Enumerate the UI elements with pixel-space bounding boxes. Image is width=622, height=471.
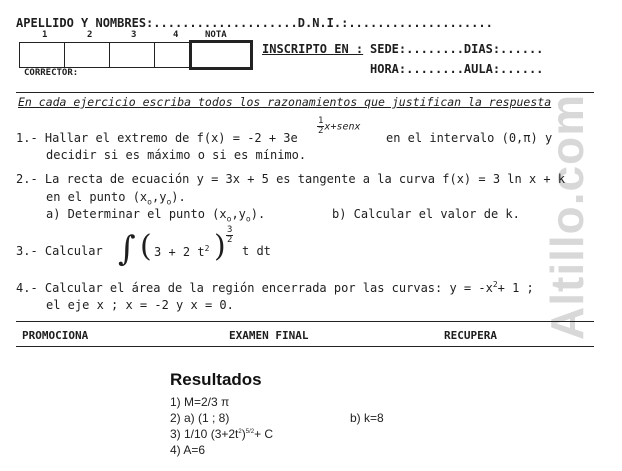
footer-examen: EXAMEN FINAL bbox=[229, 329, 309, 342]
footer-recupera: RECUPERA bbox=[444, 329, 497, 342]
sede-line: SEDE:........DIAS:...... bbox=[370, 42, 544, 56]
hora-line: HORA:........AULA:...... bbox=[370, 62, 544, 76]
result-1: 1) M=2/3 π bbox=[170, 395, 230, 409]
exercise-2a: a) Determinar el punto $(x_o,y_o)$. bbox=[46, 207, 266, 224]
grade-label-3: 3 bbox=[131, 30, 137, 40]
results-title: Resultados bbox=[170, 370, 262, 389]
integral-sign: ∫ bbox=[118, 229, 136, 269]
divider-top bbox=[16, 92, 594, 93]
grade-label-2: 2 bbox=[87, 30, 93, 40]
exercise-4: 4.- Calcular el área de la región encerrada por las curvas: $y = -x^2+ 1$ ; bbox=[16, 280, 534, 295]
exercise-2-point: en el punto $(x_o,y_o)$. bbox=[46, 190, 186, 207]
exercise-3: 3.- Calcular bbox=[16, 244, 103, 258]
exercise-1-interval: en el intervalo (0,π) y bbox=[386, 131, 553, 145]
divider-footer-top bbox=[16, 321, 594, 322]
exercise-1: 1.- Hallar el extremo de f(x) = -2 + 3e bbox=[16, 131, 298, 145]
inscripto-label: INSCRIPTO EN : bbox=[262, 42, 364, 56]
exercise-2: 2.- La recta de ecuación y = 3x + 5 es tangente a la curva f(x) = 3 ln x + k bbox=[16, 172, 566, 186]
footer-promociona: PROMOCIONA bbox=[22, 329, 89, 342]
exercise-3-exponent: $\frac{3}{2}$ bbox=[227, 225, 233, 245]
exercise-2b: b) Calcular el valor de k. bbox=[332, 207, 520, 221]
exercise-4-line2: el eje x ; x = -2 y x = 0. bbox=[46, 298, 234, 312]
result-4: 4) A=6 bbox=[170, 443, 206, 457]
grade-box-1 bbox=[19, 42, 65, 68]
exercise-3-dt: t dt bbox=[242, 244, 271, 258]
exercise-1-exponent: $\frac{1}{2}$ x+senx bbox=[318, 116, 361, 136]
grade-label-1: 1 bbox=[42, 30, 48, 40]
instructions: En cada ejercicio escriba todos los razonamientos que justifican la respuesta bbox=[18, 95, 552, 109]
grade-box-2 bbox=[64, 42, 110, 68]
bracket-right: ) bbox=[214, 229, 226, 264]
grade-box-nota bbox=[189, 40, 253, 70]
corrector-label: CORRECTOR: bbox=[24, 68, 79, 78]
result-2b: b) k=8 bbox=[350, 411, 384, 425]
result-2a: 2) a) (1 ; 8) bbox=[170, 411, 230, 425]
divider-footer-bottom bbox=[16, 346, 594, 347]
exercise-1-line2: decidir si es máximo o si es mínimo. bbox=[46, 148, 307, 162]
bracket-left: ( bbox=[140, 229, 152, 264]
result-3: 3) 1/10 $(3+2t^2)^{5/2}+ C$ bbox=[170, 427, 274, 441]
watermark: Altillo.com bbox=[541, 93, 593, 340]
grade-box-3 bbox=[109, 42, 155, 68]
grade-label-4: 4 bbox=[173, 30, 179, 40]
grade-box-4 bbox=[154, 42, 190, 68]
exercise-3-integrand: 3 + 2 $t^2$ bbox=[154, 244, 210, 259]
grade-label-nota: NOTA bbox=[205, 30, 227, 40]
apellido-line: APELLIDO Y NOMBRES:....................D.N.I.:.................... bbox=[16, 16, 493, 30]
